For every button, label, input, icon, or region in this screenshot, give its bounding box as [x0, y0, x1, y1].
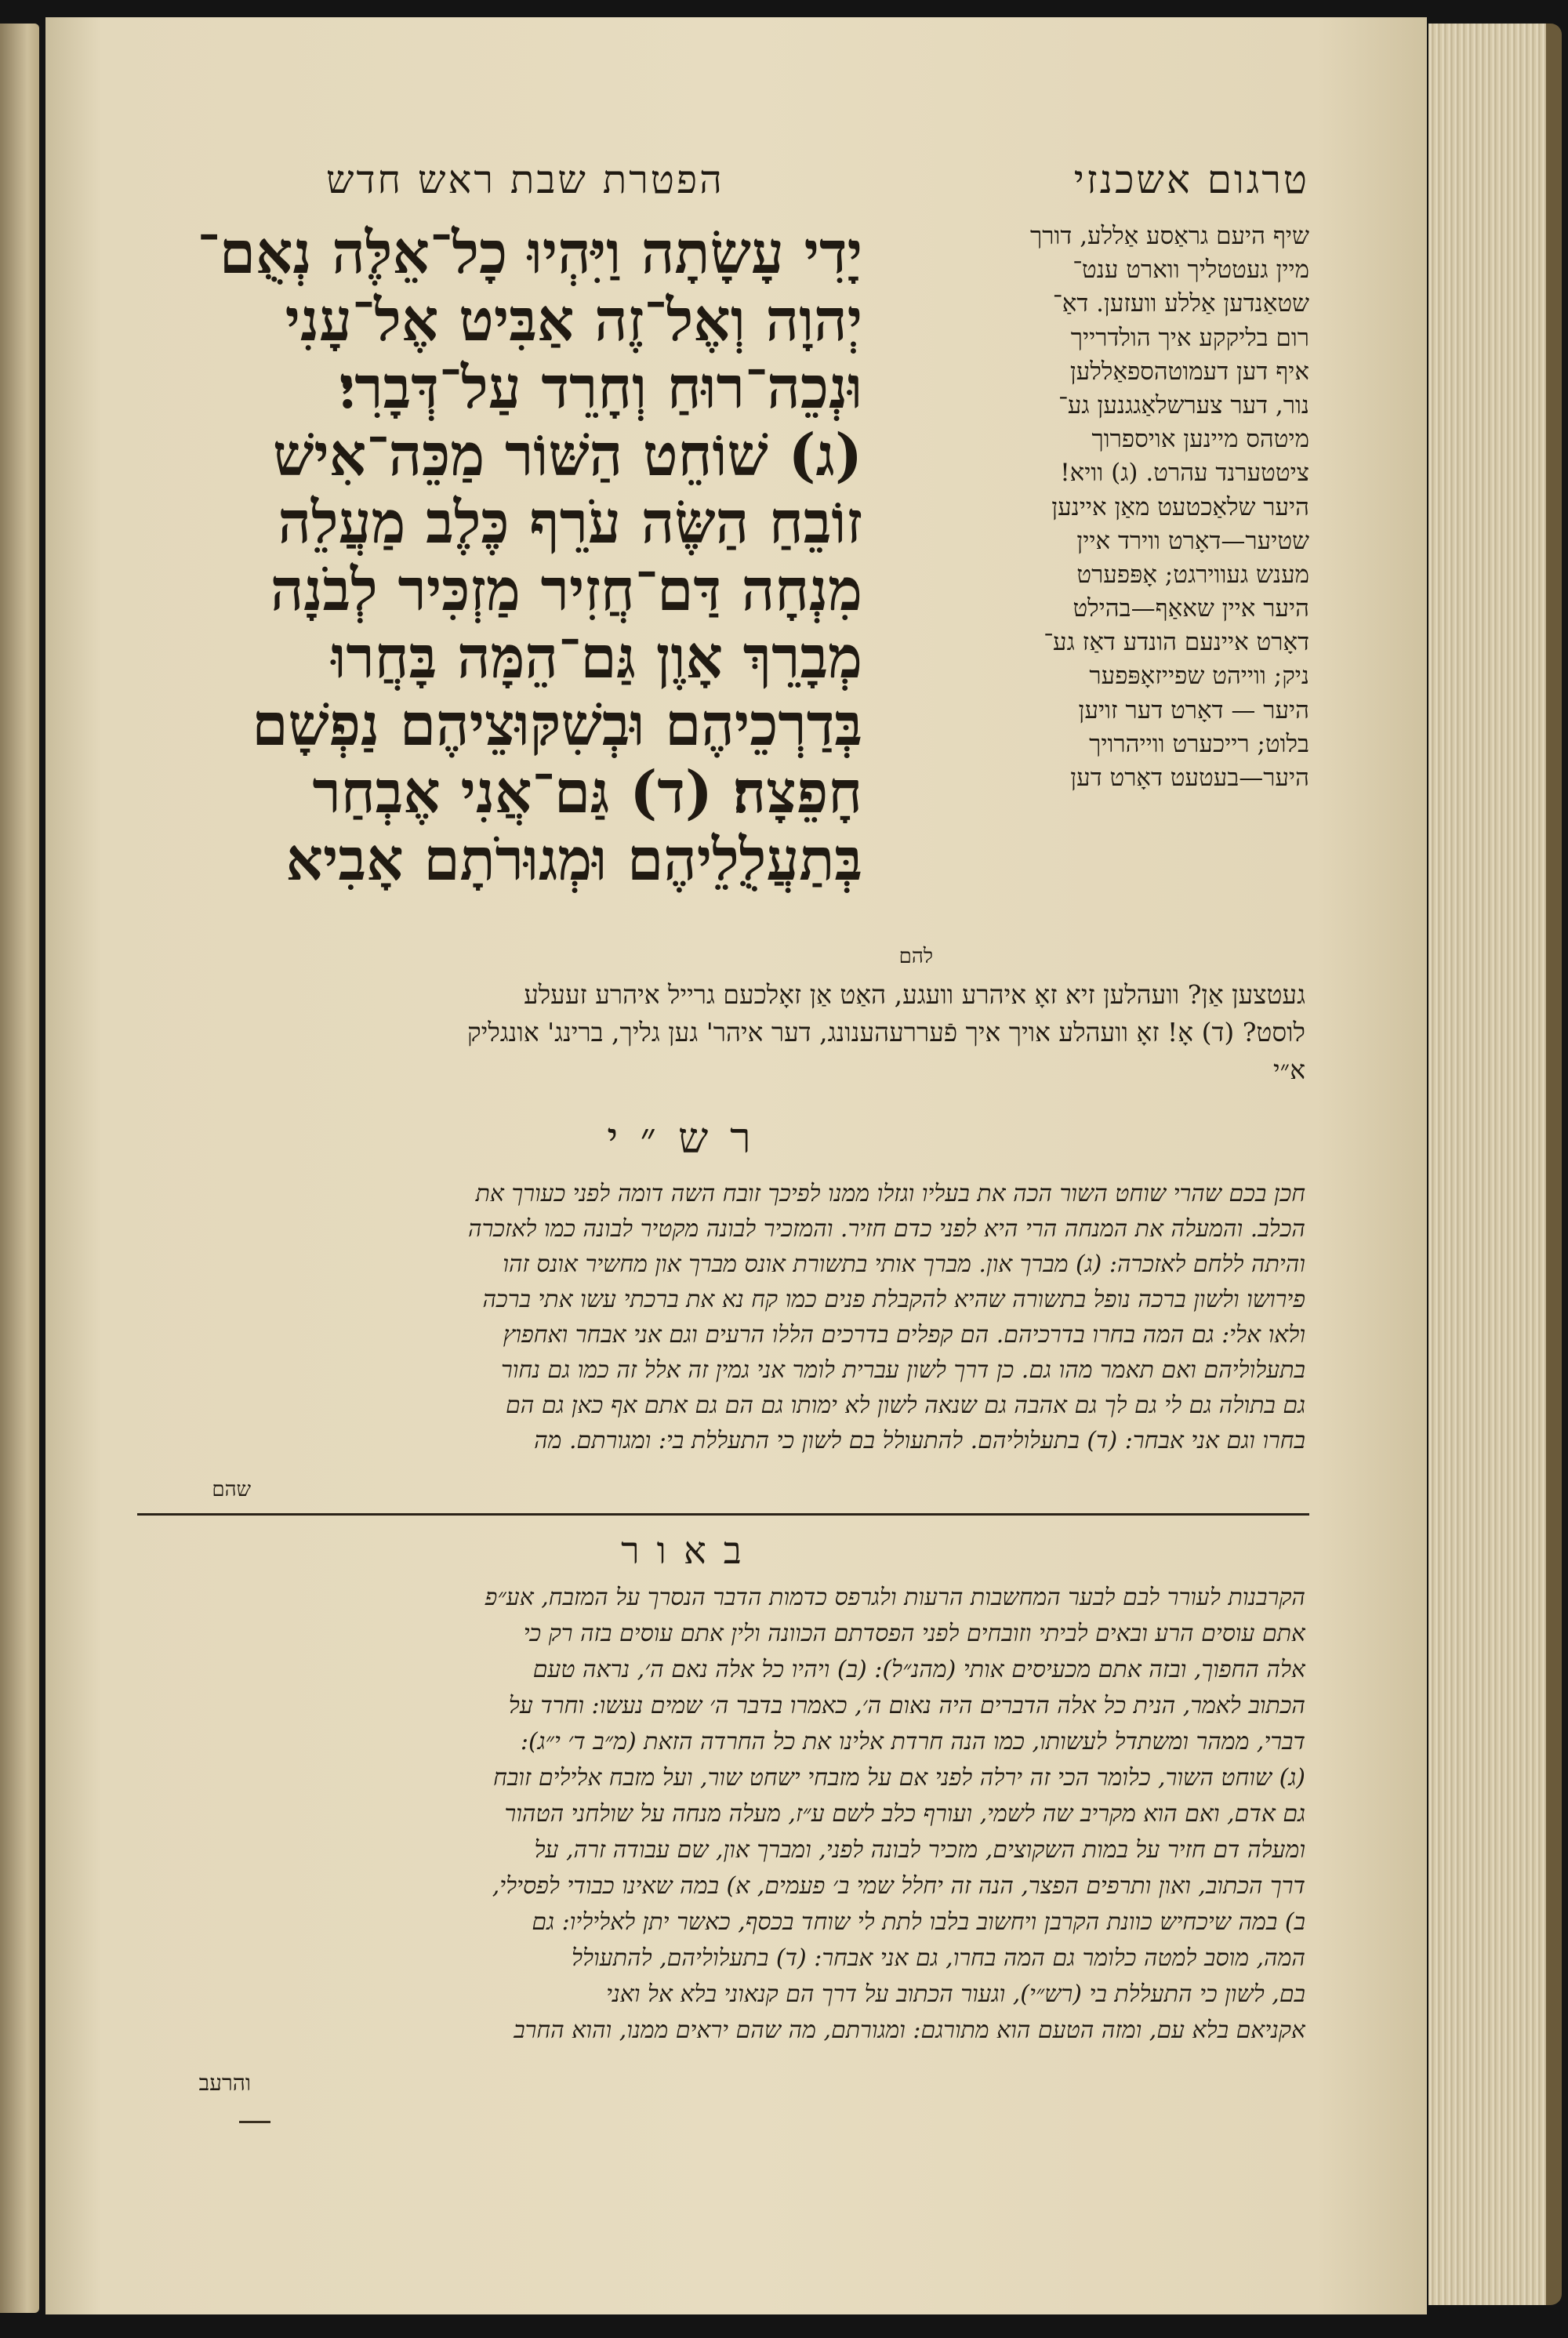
targum-continuation-line: געטצען אַן? וועהלען זיא זאָ איהרע וועגע, האַט אַן זאָלכעם גרייל איהרע זעעלע [524, 979, 1305, 1010]
biur-line: דברי, ממהר ומשתדל לעשותו, כמו הנה חרדת אלינו את כל החרדה הזאת (מ״ב ד׳ י״ג): [520, 1728, 1305, 1755]
targum-line: בלוט; רייכערט ווייהרויך [1089, 729, 1309, 758]
page-stack-edge [1428, 24, 1562, 2305]
previous-page-edge [0, 24, 39, 2313]
biur-line: אתם עוסים הרע ובאים לביתי וזובחים לפני הפסדתם הכוונה ולין אתם עוסים בזה רק כי [523, 1620, 1305, 1647]
targum-line: ציטטערנד עהרט. (ג) וויא! [1060, 459, 1309, 488]
section-divider [137, 1513, 1309, 1516]
rashi-commentary [129, 1176, 1305, 1458]
haftarah-line: וּנְכֵה־רוּחַ וְחָרֵד עַל־דְּבָרִי׃ [339, 354, 862, 422]
targum-line: דאָרט איינעם הונדע דאַז גע־ [1044, 628, 1309, 657]
biur-line: ומעלה דם חזיר על במות השקוצים, מזכיר לבונה לפני, ומברך און, שם עבודה זרה, על [534, 1836, 1305, 1864]
biur-line: ב) במה שיכחיש כוונת הקרבן ויחשוב בלבו לתת לי שוחד בכסף, כאשר יתן לאליליו: גם [532, 1908, 1305, 1936]
haftarah-header: הפטרת שבת ראש חדש [326, 157, 724, 202]
targum-line: שטאַנדען אַללע וועזען. דאַ־ [1052, 289, 1309, 318]
biur-line: אקניאם בלא עם, ומזה הטעם הוא מתורגם: ומגורתם, מה שהם יראים ממנו, והוא החרב [514, 2017, 1305, 2044]
rashi-line: בתעלוליהם ואם תאמר מהו גם. כן דרך לשון עברית לומר אני גמין זה אלל זה כמו גם נחור [500, 1356, 1305, 1384]
haftarah-line: מִנְחָה דַּם־חֲזִיר מַזְכִּיר לְבֹנָה [270, 557, 862, 624]
targum-line: נור, דער צערשלאַגגנען גע־ [1058, 390, 1309, 419]
targum-line: מיין געטטליך ווארט ענט־ [1073, 256, 1309, 285]
haftarah-line: מְבָרֵךְ אָוֶן גַּם־הֵמָּה בָּחֲרוּ [331, 624, 862, 692]
targum-continuation-line: לוסט? (ד) אָ! זאָ וועהלע אויך איך פֿעררעהענונג, דער איהר' גען גליך, ברינג' אונגליק [467, 1017, 1305, 1047]
rashi-line: ולאו אלי: גם המה בחרו בדרכיהם. הם קפלים בדרכים הללו הרעים וגם אני אבחר ואחפוץ [503, 1321, 1305, 1349]
targum-line: שטיער—דאָרט ווירד איין [1076, 526, 1309, 555]
rashi-line: גם בתולה גם לי גם לך גם אהבה גם שנאה לשון לא ימותו גם הם גם אתם אף כאן גם הם [505, 1392, 1305, 1419]
targum-line: שיף היעם גראַסע אַללע, דורך [1030, 222, 1309, 250]
targum-column [886, 220, 1309, 795]
targum-continuation [129, 976, 1305, 1089]
haftarah-line: (ג) שׁוֹחֵט הַשּׁוֹר מַכֵּה־אִישׁ [272, 422, 862, 489]
biur-line: הכתוב לאמר, הנית כל אלה הדברים היה נאום ה׳, כאמרו בדבר ה׳ שמים נעשו: וחרד על [508, 1692, 1305, 1719]
rashi-line: והיתה ללחם לאזכרה: (ג) מברך און. מברך אותי בתשורת אונס מברך און מחשיר אונס זהו [503, 1251, 1305, 1278]
targum-line: היער—בעטעט דאָרט דען [1070, 764, 1309, 792]
biur-line: המה, מוסב למטה כלומר גם המה בחרו, גם אני אבחר: (ד) בתעלוליהם, להתעולל [571, 1944, 1305, 1972]
haftarah-line: יָדִי עָשָׂתָה וַיִּהְיוּ כָל־אֵלֶּה נְאֻם־ [197, 220, 862, 287]
haftarah-line: יְהוָה וְאֶל־זֶה אַבִּיט אֶל־עָנִי [285, 287, 862, 354]
signature-mark [239, 2121, 270, 2123]
targum-line: היער שלאַכטעט מאַן איינען [1051, 492, 1309, 521]
targum-line: מענש געווירגט; אָפּפערט [1076, 560, 1309, 589]
haftarah-line: בְּתַעֲלֻלֵיהֶם וּמְגוּרֹתָם אָבִיא [285, 826, 862, 894]
targum-line: רום בליקקע איך הולדרייך [1070, 323, 1309, 352]
targum-header: טרגום אשכנזי [1073, 157, 1309, 202]
haftarah-line: חָפֵצָה׃ (ד) גַּם־אֲנִי אֶבְחַר [312, 759, 862, 826]
haftarah-line: זוֹבֵחַ הַשֶּׂה עֹרֵף כֶּלֶב מַעֲלֵה [278, 489, 862, 557]
rashi-line: חכן בכם שהרי שוחט השור הכה את בעליו וגזלו ממנו לפיכך זובח השה דומה לפני כעורך את [475, 1180, 1305, 1207]
targum-line: היער איין שאאַף—בהילט [1073, 594, 1309, 623]
biur-line: גם אדם, ואם הוא מקריב שה לשמי, ועורף כלב לשם ע״ז, מעלה מנחה על שולחני הטהור [504, 1800, 1305, 1828]
targum-line: ניק; ווייהט שפייזאָפּפער [1089, 662, 1309, 691]
rashi-line: פירושו ולשון ברכה נופל בתשורה שהיא להקבלת פנים כמו קח נא את ברכתי עשו אתי ברכה [482, 1286, 1305, 1313]
targum-continuation-catchword: א״י [1273, 1055, 1305, 1085]
biur-catchword: והרעב [198, 2070, 251, 2096]
rashi-line: בחרו וגם אני אבחר: (ד) בתעלוליהם. להתעולל בם לשון כי התעללת בי: ומגורתם. מה [534, 1427, 1305, 1454]
haftarah-catchword: להם [898, 945, 933, 968]
targum-line: איף דען דעמוטהספאַללען [1069, 357, 1309, 386]
haftarah-column [125, 220, 862, 894]
biur-commentary [129, 1580, 1305, 2049]
targum-line: מיטהס מיינען אויספרוך [1091, 425, 1309, 454]
biur-line: הקרבנות לעורר לבם לבער המחשבות הרעות ולגרפס כדמות הדבר הנסרך על המזבח, אע״פ [485, 1584, 1305, 1611]
biur-line: דרך הכתוב, ואון ותרפים הפצר, הנה זה יחלל שמי ב׳ פעמים, א) במה שאינו כבודי לפסילי, [492, 1872, 1305, 1900]
biur-line: אלה החפוך, ובזה אתם מכעיסים אותי (מהנ״ל): (ב) ויהיו כל אלה נאם ה׳, נראה טעם [532, 1656, 1305, 1683]
biur-heading: באור [621, 1529, 759, 1573]
rashi-line: הכלב. והמעלה את המנחה הרי היא לפני כדם חזיר. והמזכיר לבונה מקטיר לבונה כמו לאזכרה [467, 1215, 1305, 1243]
targum-line: היער — דאָרט דער זויען [1078, 695, 1309, 724]
rashi-catchword: שהם [212, 1478, 251, 1501]
haftarah-line: בְּדַרְכֵיהֶם וּבְשִׁקּוּצֵיהֶם נַפְשָׁם [252, 692, 862, 759]
rashi-heading: רש״י [607, 1113, 773, 1163]
biur-line: (ג) שוחט השור, כלומר הכי זה ירלה לפני אם על מזבחי ישחט שור, ועל מזבח אלילים זובח [493, 1764, 1305, 1792]
biur-line: בם, לשון כי התעללת בי (רש״י), וגעור הכתוב על דרך הם קנאוני בלא אל ואני [606, 1980, 1305, 2008]
